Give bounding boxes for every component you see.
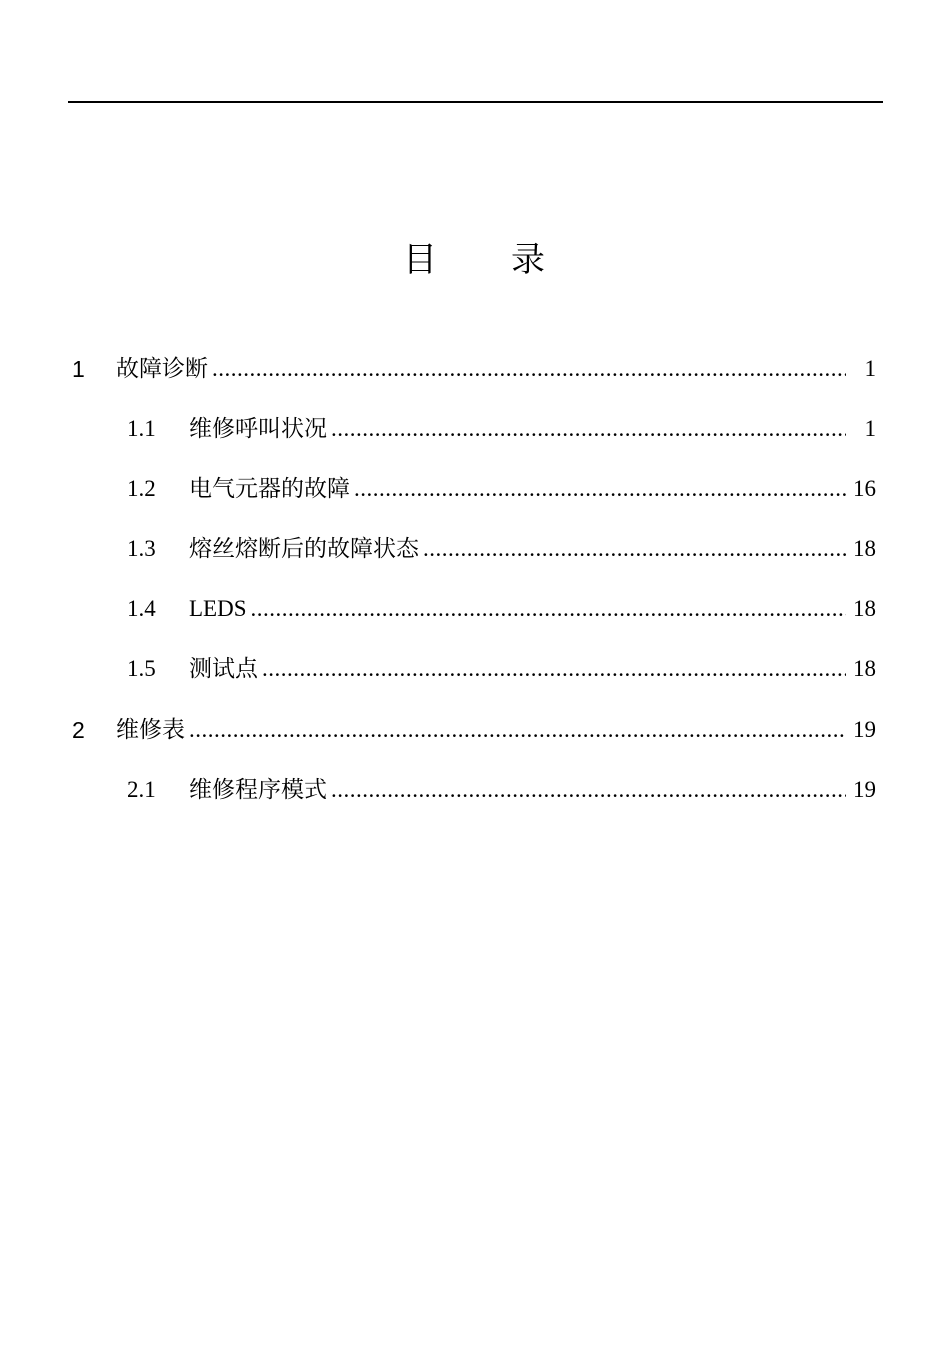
toc-entry-text: 熔丝熔断后的故障状态 <box>189 536 419 561</box>
toc-entry-1[interactable] <box>0 349 950 389</box>
toc-entry-text: 维修呼叫状况 <box>189 416 327 441</box>
toc-entry-text: 维修程序模式 <box>189 777 327 802</box>
page-title: 目 录 <box>403 240 547 280</box>
toc-entry-number: 1.3 <box>127 536 156 561</box>
toc-entry-number: 1.1 <box>127 416 156 441</box>
toc-entry-page: 1 <box>864 356 876 381</box>
toc-leader-dots <box>251 589 847 629</box>
toc-entry-1-3[interactable] <box>0 529 950 569</box>
toc-entry-1-4[interactable] <box>0 589 950 629</box>
toc-leader-dots <box>423 529 846 569</box>
toc-entry-1-5[interactable] <box>0 649 950 689</box>
toc-entry-text: LEDS <box>189 596 247 621</box>
toc-entry-1-1[interactable] <box>0 409 950 449</box>
toc-entry-page: 18 <box>853 596 876 621</box>
toc-entry-number: 1.2 <box>127 476 156 501</box>
toc-entry-page: 18 <box>853 536 876 561</box>
toc-leader-dots <box>331 770 846 810</box>
toc-entry-page: 19 <box>853 777 876 802</box>
toc-entry-2[interactable] <box>0 710 950 750</box>
toc-entry-page: 1 <box>864 416 876 441</box>
header-rule <box>68 101 883 103</box>
toc-entry-number: 1.4 <box>127 596 156 621</box>
toc-entry-text: 测试点 <box>189 656 258 681</box>
toc-entry-text: 故障诊断 <box>116 356 208 381</box>
toc-entry-number: 2 <box>72 717 85 743</box>
toc-entry-2-1[interactable] <box>0 770 950 810</box>
toc-entry-page: 18 <box>853 656 876 681</box>
toc-leader-dots <box>262 649 846 689</box>
toc-leader-dots <box>189 710 846 750</box>
toc-entry-1-2[interactable] <box>0 469 950 509</box>
toc-entry-text: 维修表 <box>116 717 185 742</box>
toc-entry-number: 1.5 <box>127 656 156 681</box>
toc-entry-number: 1 <box>72 356 85 382</box>
toc-entry-page: 19 <box>853 717 876 742</box>
toc-entry-number: 2.1 <box>127 777 156 802</box>
toc-leader-dots <box>331 409 846 449</box>
toc-entry-page: 16 <box>853 476 876 501</box>
toc-entry-text: 电气元器的故障 <box>189 476 350 501</box>
toc-leader-dots <box>212 349 846 389</box>
toc-leader-dots <box>354 469 846 509</box>
